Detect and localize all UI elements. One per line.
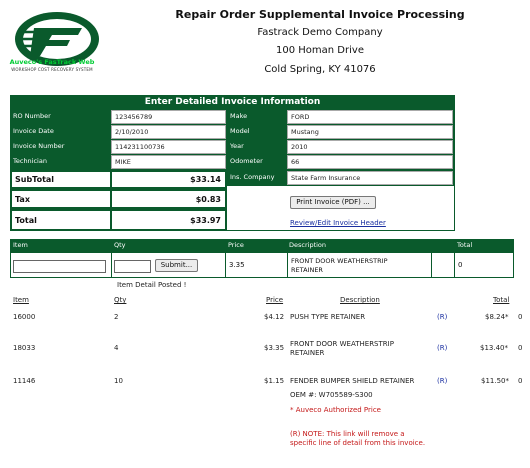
- row2-item: 18033: [13, 344, 36, 352]
- remove-note: (R) NOTE: This link will remove a specific line of detail from this invoice.: [290, 430, 426, 447]
- row3-extra: 0: [518, 377, 523, 385]
- submit-button[interactable]: Submit...: [155, 259, 198, 272]
- authorized-price-note: * Auveco Authorized Price: [290, 406, 381, 414]
- make-label: Make: [230, 112, 248, 120]
- entry-spacer-cell: [432, 253, 454, 277]
- entry-price-cell: [226, 253, 287, 277]
- row3-description: FENDER BUMPER SHIELD RETAINER: [290, 377, 415, 385]
- oem-number: OEM #: W705589-S300: [290, 391, 373, 399]
- detail-col-item: Item: [13, 296, 29, 304]
- invoice-number-label: Invoice Number: [13, 142, 65, 150]
- entry-description: FRONT DOOR WEATHERSTRIP RETAINER: [291, 257, 388, 274]
- subtotal-value: $33.14: [111, 171, 226, 188]
- total-label: Total: [11, 210, 111, 230]
- ro-number-label: RO Number: [13, 112, 51, 120]
- row1-remove-link[interactable]: (R): [437, 313, 448, 321]
- entry-description-cell: [288, 253, 431, 277]
- year-label: Year: [230, 142, 244, 150]
- detail-col-qty: Qty: [114, 296, 127, 304]
- page-title: Repair Order Supplemental Invoice Processing: [175, 8, 465, 21]
- detail-col-price: Price: [266, 296, 284, 304]
- row3-price: $1.15: [264, 377, 285, 385]
- row2-total: $13.40*: [480, 344, 508, 352]
- model-label: Model: [230, 127, 250, 135]
- row1-total: $8.24*: [485, 313, 509, 321]
- row3-qty: 10: [114, 377, 123, 385]
- row2-price: $3.35: [264, 344, 285, 352]
- invoice-section-title: Enter Detailed Invoice Information: [10, 95, 455, 109]
- row2-qty: 4: [114, 344, 119, 352]
- row1-qty: 2: [114, 313, 119, 321]
- ins-company-value: State Farm Insurance: [287, 171, 453, 185]
- row3-item: 11146: [13, 377, 36, 385]
- entry-total: 0: [458, 261, 463, 269]
- subtotal-label: SubTotal: [11, 171, 111, 188]
- invoice-info-grid: [10, 109, 455, 231]
- row2-description: FRONT DOOR WEATHERSTRIP RETAINER: [290, 340, 394, 357]
- odometer-label: Odometer: [230, 157, 263, 165]
- entry-col-item: Item: [13, 241, 28, 249]
- print-invoice-button[interactable]: Print Invoice (PDF) ...: [290, 196, 376, 209]
- invoice-date-label: Invoice Date: [13, 127, 54, 135]
- company-address1: 100 Homan Drive: [276, 45, 364, 56]
- status-message: Item Detail Posted !: [117, 281, 187, 289]
- entry-col-total: Total: [457, 241, 473, 249]
- make-value: FORD: [287, 110, 453, 124]
- entry-total-cell: [455, 253, 513, 277]
- logo-name: Auveco's FasTrack Web: [9, 58, 95, 66]
- qty-input[interactable]: [114, 260, 151, 273]
- row3-total: $11.50*: [481, 377, 509, 385]
- odometer-value: 66: [287, 155, 453, 169]
- company-name: Fastrack Demo Company: [257, 27, 383, 38]
- entry-price: 3.35: [229, 261, 245, 269]
- entry-col-qty: Qty: [114, 241, 126, 249]
- row1-description: PUSH TYPE RETAINER: [290, 313, 366, 321]
- tax-value: $0.83: [111, 190, 226, 208]
- entry-col-description: Description: [289, 241, 327, 249]
- ins-company-label: Ins. Company: [230, 173, 275, 181]
- tax-label: Tax: [11, 190, 111, 208]
- year-value: 2010: [287, 140, 453, 154]
- row2-remove-link[interactable]: (R): [437, 344, 448, 352]
- row1-price: $4.12: [264, 313, 285, 321]
- logo-tagline: WORKSHOP COST RECOVERY SYSTEM: [11, 67, 93, 72]
- row1-extra: 0: [518, 313, 523, 321]
- row2-extra: 0: [518, 344, 523, 352]
- total-value: $33.97: [111, 210, 226, 230]
- model-value: Mustang: [287, 125, 453, 139]
- ro-number-value: 123456789: [111, 110, 226, 124]
- invoice-date-value: 2/10/2010: [111, 125, 226, 139]
- row3-remove-link[interactable]: (R): [437, 377, 448, 385]
- review-edit-header-link[interactable]: Review/Edit Invoice Header: [290, 219, 386, 227]
- detail-col-description: Description: [340, 296, 380, 304]
- technician-value: MIKE: [111, 155, 226, 169]
- entry-col-price: Price: [228, 241, 244, 249]
- item-input[interactable]: [13, 260, 106, 273]
- detail-col-total: Total: [493, 296, 510, 304]
- row1-item: 16000: [13, 313, 36, 321]
- company-address2: Cold Spring, KY 41076: [264, 64, 376, 75]
- technician-label: Technician: [13, 157, 47, 165]
- invoice-number-value: 114231100736: [111, 140, 226, 154]
- entry-header-bar: [10, 239, 514, 252]
